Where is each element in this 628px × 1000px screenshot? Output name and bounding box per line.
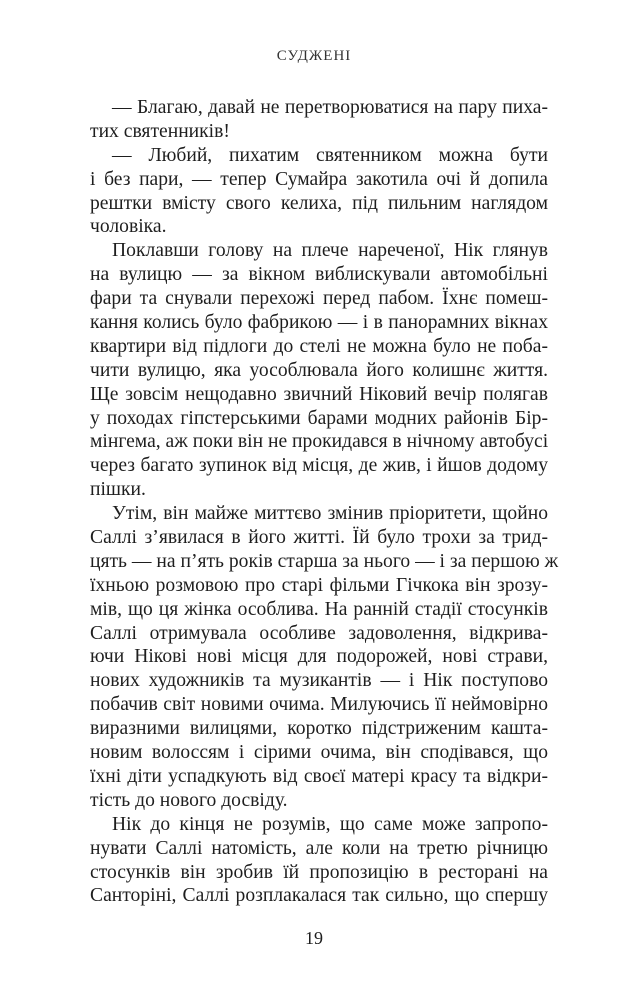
text-line: у походах гіпстерськими барами модних районів Бір- xyxy=(90,407,548,429)
text-line: Саллі отримувала особливе задоволення, відкрива- xyxy=(90,622,548,644)
text-line: ючи Нікові нові місця для подорожей, нові страви, xyxy=(90,646,548,668)
paragraph xyxy=(90,239,548,502)
text-line: чити вулицю, яка уособлювала його колишнє життя. xyxy=(90,359,548,381)
text-line: кання колись було фабрикою — і в панорамних вікнах xyxy=(90,312,548,334)
text-line: і без пари, — тепер Сумайра закотила очі й допила xyxy=(90,168,548,190)
paragraph xyxy=(90,502,559,813)
text-line: Нік до кінця не розумів, що саме може запропо- xyxy=(112,813,548,835)
text-line: Саллі з’явилася в його житті. Їй було трохи за трид- xyxy=(90,527,548,549)
text-line: Ще зовсім нещодавно звичний Ніковий вечір полягав xyxy=(90,383,548,405)
text-line: мів, що ця жінка особлива. На ранній стадії стосунків xyxy=(90,598,548,620)
text-line: виразними вилицями, коротко підстриженим кашта- xyxy=(90,718,548,740)
paragraph xyxy=(90,96,548,144)
paragraph xyxy=(90,144,548,240)
text-line: — Благаю, давай не перетворюватися на пару пиха- xyxy=(112,97,548,118)
text-line: на вулицю — за вікном виблискували автомобільні xyxy=(90,264,548,286)
text-line: Утім, він майже миттєво змінив пріоритети, щойно xyxy=(112,503,548,525)
text-line: — Любий, пихатим святенником можна бути xyxy=(112,144,548,166)
text-line: побачив світ новими очима. Милуючись її неймовірно xyxy=(90,694,548,716)
text-line: тих святенників! xyxy=(90,120,230,142)
text-line: мінгема, аж поки він не прокидався в нічному автобусі xyxy=(90,431,549,453)
page-body xyxy=(90,96,559,908)
text-line: Санторіні, Саллі розплакалася так сильно, що спершу xyxy=(90,885,548,907)
text-line: рештки вмісту свого келиха, під пильним наглядом xyxy=(90,192,548,214)
text-line: Поклавши голову на плече нареченої, Нік глянув xyxy=(112,240,548,262)
text-line: цять — на п’ять років старша за нього — і за першою ж xyxy=(90,550,559,572)
text-line: чоловіка. xyxy=(90,216,167,238)
text-line: стосунків він зробив їй пропозицію в ресторані на xyxy=(90,861,548,883)
text-line: нових художників та музикантів — і Нік поступово xyxy=(90,670,548,692)
paragraph xyxy=(90,813,548,909)
text-line: через багато зупинок від місця, де жив, і йшов додому xyxy=(90,455,548,477)
text-line: нувати Саллі натомість, але коли на третю річницю xyxy=(90,837,548,859)
text-line: новим волоссям і сірими очима, він сподівався, що xyxy=(90,742,548,764)
page-number: 19 xyxy=(305,928,323,948)
text-line: квартири від підлоги до стелі не можна було не поба- xyxy=(90,335,548,357)
running-header: СУДЖЕНІ xyxy=(276,48,352,64)
text-line: їхньою розмовою про старі фільми Гічкока він зрозу- xyxy=(90,574,548,596)
text-line: тість до нового досвіду. xyxy=(90,789,288,811)
text-line: їхні діти успадкують від своєї матері красу та відкри- xyxy=(90,765,548,787)
text-line: пішки. xyxy=(90,479,146,501)
text-line: фари та снували перехожі перед пабом. Їхнє помеш- xyxy=(90,288,548,310)
